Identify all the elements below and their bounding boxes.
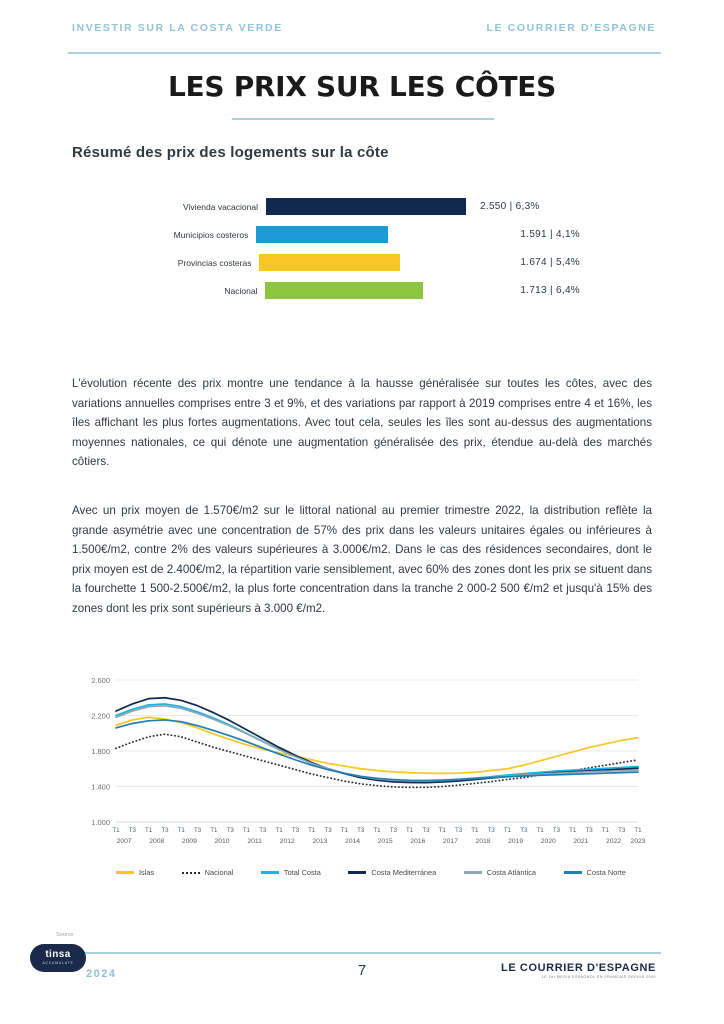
bar-value (438, 229, 580, 240)
bar-label: Municipios costeros (173, 229, 249, 240)
legend-label: Costa Mediterránea (371, 868, 437, 877)
x-axis-year-label: 2015 (377, 838, 393, 845)
legend-item (116, 868, 154, 877)
line-chart (72, 672, 652, 892)
y-axis-tick-label: 1.400 (91, 782, 110, 792)
legend-label: Costa Norte (586, 868, 626, 877)
legend-label: Total Costa (283, 868, 321, 877)
legend-item (464, 868, 536, 877)
page-title: LES PRIX SUR LES CÔTES (168, 70, 556, 103)
bar-value-separator: | (509, 201, 513, 212)
page-header (72, 22, 656, 34)
x-axis-quarter-label: T1 (373, 827, 381, 834)
legend-swatch (261, 871, 279, 873)
bar-value-variation: 6,3% (515, 201, 540, 212)
y-axis-tick-label: 1.800 (91, 747, 110, 756)
x-axis-year-label: 2016 (410, 838, 426, 845)
bar-value-separator: | (550, 257, 553, 268)
header-right-text: LE COURRIER D'ESPAGNE (486, 22, 656, 34)
x-axis-quarter-label: T3 (357, 827, 365, 834)
x-axis-quarter-label: T1 (177, 827, 185, 834)
x-axis-quarter-label: T3 (585, 827, 593, 834)
header-left-text: INVESTIR SUR LA COSTA VERDE (72, 22, 283, 34)
x-axis-quarter-label: T3 (618, 827, 626, 834)
bar-value-variation: 4,1% (556, 229, 580, 240)
header-divider (68, 52, 661, 54)
x-axis-quarter-label: T1 (145, 827, 153, 834)
legend-item (261, 868, 321, 877)
x-axis-quarter-label: T1 (503, 827, 512, 834)
bar-value-price: 1.674 (520, 257, 547, 268)
x-axis-quarter-label: T1 (112, 827, 120, 834)
y-axis-tick-label: 2.600 (91, 676, 110, 685)
x-axis-quarter-label: T1 (275, 827, 283, 834)
bar-value-price: 2.550 (480, 201, 507, 212)
x-axis-year-label: 2009 (181, 838, 197, 845)
x-axis-quarter-label: T1 (536, 827, 544, 834)
bar-track (265, 282, 464, 299)
x-axis-quarter-label: T1 (601, 827, 609, 834)
x-axis-year-label: 2019 (508, 838, 524, 845)
x-axis-quarter-label: T3 (291, 827, 300, 834)
bar-value-separator: | (550, 285, 553, 296)
y-axis-tick-label: 1.000 (91, 818, 110, 827)
legend-item (348, 868, 436, 877)
bar-label: Vivienda vacacional (183, 201, 258, 212)
bar-value-price: 1.591 (520, 229, 547, 240)
bar-value-separator: | (550, 229, 553, 240)
x-axis-year-label: 2018 (475, 838, 491, 845)
x-axis-quarter-label: T1 (242, 827, 251, 834)
x-axis-year-label: 2022 (605, 838, 622, 845)
legend-label: Islas (139, 868, 155, 877)
x-axis-quarter-label: T3 (193, 827, 202, 834)
bar-value (447, 257, 580, 268)
x-axis-quarter-label: T3 (324, 827, 332, 834)
bar-value (464, 285, 580, 296)
bar-row (150, 252, 580, 273)
bar-fill (256, 226, 388, 243)
x-axis-quarter-label: T3 (259, 827, 267, 834)
legend-swatch (182, 872, 200, 874)
bar-fill (259, 254, 400, 271)
footer-brand-secondary: LE 1er MEDIA ESPAGNOL EN FRANCAIS DEPUIS 2005 (541, 975, 656, 980)
paragraph-two: Avec un prix moyen de 1.570€/m2 sur le littoral national au premier trimestre 2022, la distribution reflète la grande asymétrie avec une concentration de 57% des prix dans les valeurs unitaires égales ou inférieures à 1.500€/m2, contre 2% des valeurs supérieures à 3.000€/m2. Dans le cas des résidences secondaires, dont le prix moyen est de 2.400€/m2, la répartition varie sensiblement, avec 60% des zones dont les prix se situent dans la fourchette 1 500-2.500€/m2, la plus forte concentration dans la tranche 2 000-2 500 €/m2 et jusqu'à 15% des zones dont les prix sont supérieurs à 3.000 €/m2. (72, 504, 653, 615)
legend-swatch (464, 871, 482, 873)
bar-track (256, 226, 438, 243)
x-axis-quarter-label: T3 (487, 827, 495, 834)
tinsa-logo-primary: tinsa (45, 949, 71, 961)
legend-swatch (116, 871, 134, 873)
bar-label: Provincias costeras (177, 257, 252, 268)
x-axis-quarter-label: T3 (161, 827, 169, 834)
bar-value-price: 1.713 (520, 285, 547, 296)
x-axis-year-label: 2013 (312, 838, 328, 845)
bar-fill (266, 198, 466, 215)
x-axis-year-label: 2007 (116, 838, 132, 845)
paragraph-one: L'évolution récente des prix montre une tendance à la hausse généralisée sur toutes les côtes, avec des variations annuelles comprises entre 3 et 9%, et des variations par rapport à 2019 comprises entre 4 et 16%, les îles affichant les plus fortes augmentations. Avec tout cela, seules les îles sont au-dessus des augmentations moyennes nationales, ce qui dénote une augmentation généralisée des prix, étendue au-delà des marchés côtiers. (72, 377, 652, 468)
footer-year: 2024 (86, 968, 117, 980)
legend-swatch (348, 871, 366, 873)
bar-row (150, 196, 580, 217)
x-axis-year-label: 2017 (442, 838, 458, 845)
bar-track (266, 198, 466, 215)
x-axis-year-label: 2010 (214, 838, 230, 845)
footer-brand (501, 962, 656, 980)
legend-item (182, 868, 234, 877)
page-number: 7 (357, 962, 367, 979)
x-axis-quarter-label: T3 (520, 827, 528, 834)
bar-value-variation: 5,4% (556, 257, 580, 268)
x-axis-quarter-label: T1 (471, 827, 479, 834)
x-axis-quarter-label: T3 (454, 827, 463, 834)
bar-value (466, 201, 540, 212)
x-axis-quarter-label: T3 (422, 827, 430, 834)
bar-row (150, 280, 580, 301)
legend-swatch (564, 871, 582, 873)
x-axis-quarter-label: T1 (438, 827, 446, 834)
x-axis-year-label: 2023 (630, 838, 646, 845)
x-axis-year-label: 2012 (279, 838, 295, 845)
x-axis-year-label: 2011 (247, 838, 262, 845)
bar-fill (265, 282, 423, 299)
x-axis-year-label: 2020 (540, 838, 556, 845)
bar-track (259, 254, 447, 271)
legend-label: Costa Atlántica (486, 868, 537, 877)
bar-value-variation: 6,4% (556, 285, 580, 296)
bar-label: Nacional (224, 285, 258, 296)
footer-divider (68, 952, 661, 954)
bar-chart (150, 196, 580, 308)
x-axis-quarter-label: T1 (308, 827, 316, 834)
x-axis-quarter-label: T3 (552, 827, 561, 834)
legend-label: Nacional (204, 868, 234, 877)
x-axis-year-label: 2021 (573, 838, 589, 845)
source-label: Source (56, 932, 74, 938)
y-axis-tick-label: 2.200 (91, 711, 110, 721)
bar-row (150, 224, 580, 245)
x-axis-quarter-label: T1 (210, 827, 218, 834)
x-axis-quarter-label: T1 (340, 827, 348, 834)
title-divider (232, 118, 494, 120)
x-axis-year-label: 2008 (149, 838, 165, 845)
line-chart-legend (116, 868, 626, 877)
section-heading: Résumé des prix des logements sur la côte (72, 144, 389, 161)
footer-brand-primary: LE COURRIER D'ESPAGNE (501, 962, 656, 974)
line-chart-svg (72, 672, 652, 862)
x-axis-quarter-label: T3 (226, 827, 234, 834)
x-axis-quarter-label: T1 (569, 827, 577, 834)
x-axis-quarter-label: T1 (406, 827, 414, 834)
legend-item (564, 868, 626, 877)
x-axis-quarter-label: T1 (634, 827, 642, 834)
x-axis-quarter-label: T3 (128, 827, 136, 834)
x-axis-quarter-label: T3 (389, 827, 397, 834)
tinsa-logo-secondary: ACCUMULATE (42, 961, 74, 966)
x-axis-year-label: 2014 (344, 838, 361, 845)
